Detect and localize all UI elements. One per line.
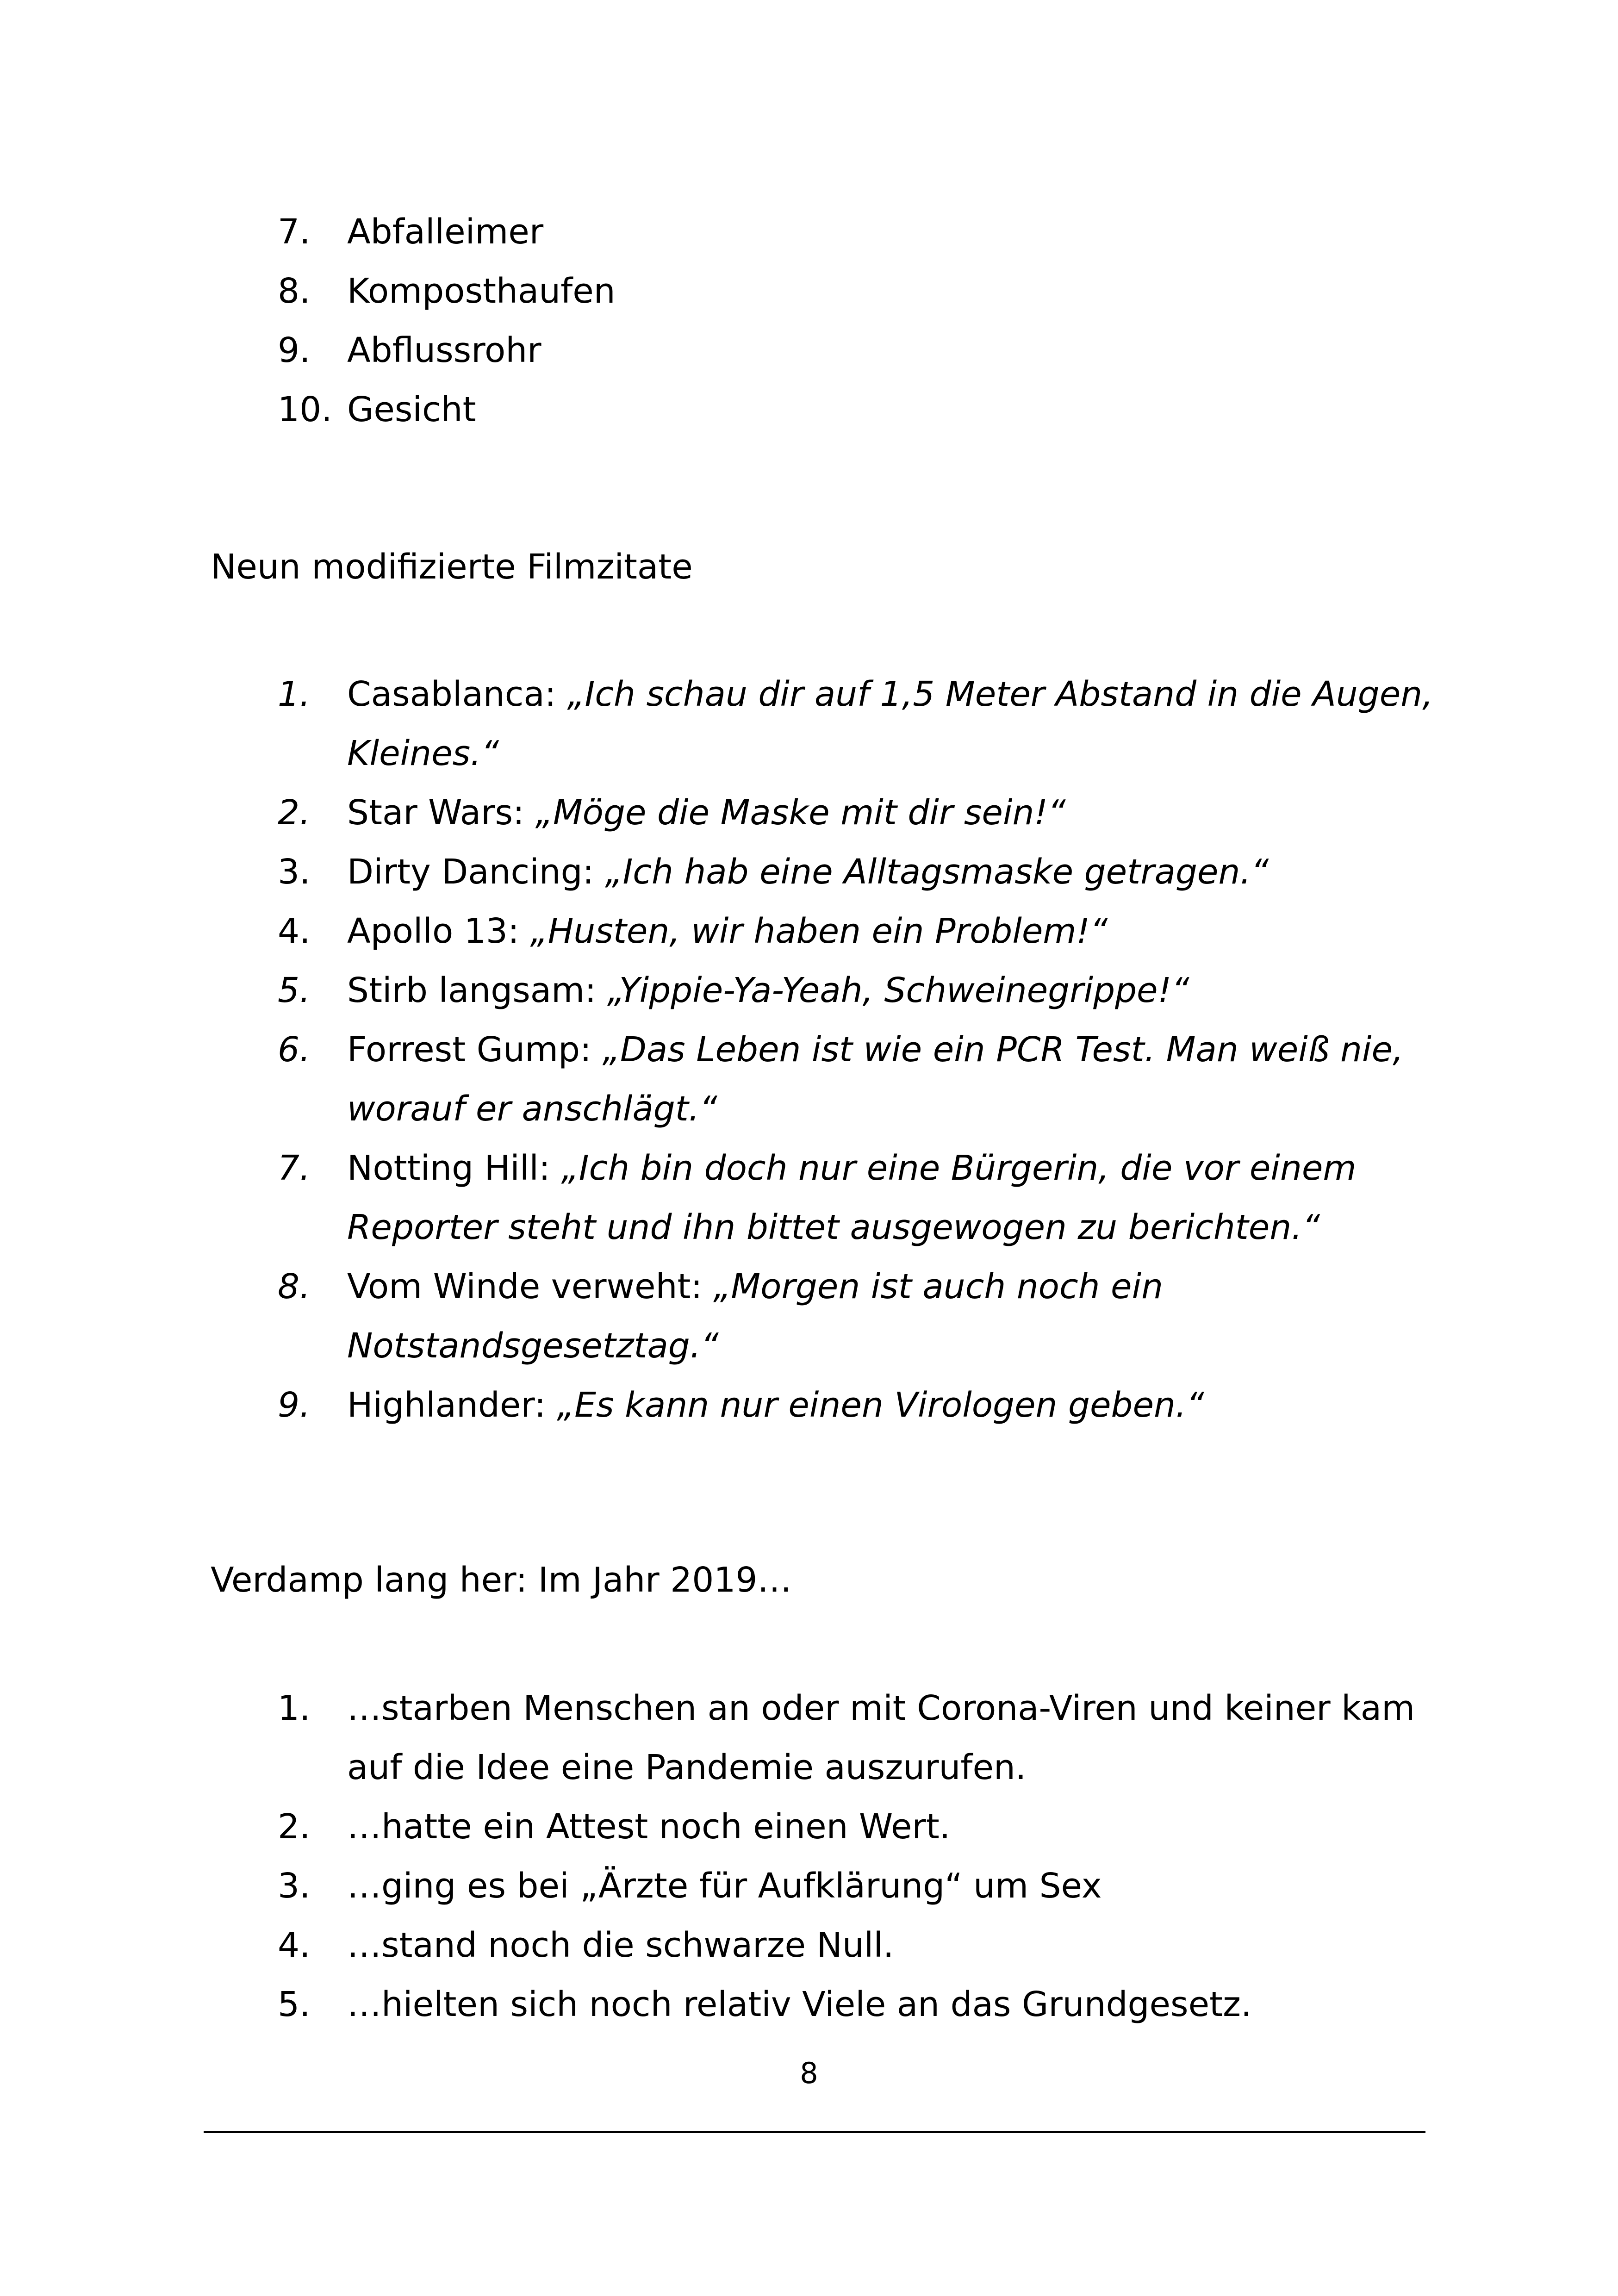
film-quote-item xyxy=(0,1375,1458,1435)
list-item xyxy=(0,1679,1458,1797)
list-item-text xyxy=(347,1020,1458,1139)
film-quote-item xyxy=(0,1139,1458,1257)
list-item-number: 1. xyxy=(278,674,311,714)
list-item xyxy=(0,1856,1458,1916)
list-item-text: Komposthaufen xyxy=(347,271,616,311)
page-number: 8 xyxy=(800,2056,818,2090)
year-2019-heading: Verdamp lang her: Im Jahr 2019… xyxy=(211,1560,792,1600)
list-item-number: 3. xyxy=(278,1866,311,1906)
film-quote: „Das Leben ist wie ein PCR Test. Man weiß nie, worauf er anschlägt.“ xyxy=(347,1030,1404,1129)
list-item-number: 7. xyxy=(278,212,311,252)
list-item-number: 4. xyxy=(278,1925,311,1965)
list-item-number: 2. xyxy=(278,793,311,833)
list-item-number: 4. xyxy=(278,911,311,951)
film-title: Vom Winde verweht: xyxy=(347,1267,713,1307)
list-item xyxy=(0,202,1458,261)
film-quotes-heading: Neun modifizierte Filmzitate xyxy=(211,547,693,587)
list-item xyxy=(0,1975,1458,2034)
film-title: Dirty Dancing: xyxy=(347,852,605,892)
film-title: Forrest Gump: xyxy=(347,1030,603,1070)
film-title: Star Wars: xyxy=(347,793,535,833)
film-title: Notting Hill: xyxy=(347,1148,561,1188)
film-quote: „Ich bin doch nur eine Bürgerin, die vor einem Reporter steht und ihn bittet ausgewogen zu berichten.“ xyxy=(347,1148,1357,1247)
film-quote-item xyxy=(0,1020,1458,1139)
list-item-text: Abflussrohr xyxy=(347,330,541,370)
list-item xyxy=(0,380,1458,439)
list-item-number: 10. xyxy=(278,390,332,429)
list-item-text xyxy=(347,902,1458,961)
film-quote: „Ich schau dir auf 1,5 Meter Abstand in die Augen, Kleines.“ xyxy=(347,674,1433,773)
list-item-text xyxy=(347,961,1458,1020)
list-item-number: 5. xyxy=(278,1985,311,2024)
film-quote: „Ich hab eine Alltagsmaske getragen.“ xyxy=(605,852,1269,892)
list-item-number: 2. xyxy=(278,1807,311,1847)
list-item-text xyxy=(347,1257,1458,1375)
list-item-text xyxy=(347,842,1458,902)
film-quote-item xyxy=(0,902,1458,961)
list-item-number: 1. xyxy=(278,1688,311,1728)
footer-divider xyxy=(204,2131,1425,2133)
film-quote-item xyxy=(0,783,1458,842)
film-title: Casablanca: xyxy=(347,674,567,714)
waste-list xyxy=(0,202,1458,439)
list-item-text: …starben Menschen an oder mit Corona-Viren und keiner kam auf die Idee eine Pandemie auszurufen. xyxy=(347,1688,1415,1787)
film-title: Stirb langsam: xyxy=(347,971,607,1010)
list-item-text xyxy=(347,1375,1458,1435)
film-quote-item xyxy=(0,665,1458,783)
film-quotes-list xyxy=(0,665,1458,1435)
list-item-number: 7. xyxy=(278,1148,311,1188)
list-item-text: …ging es bei „Ärzte für Aufklärung“ um Sex xyxy=(347,1866,1102,1906)
list-item-text: Gesicht xyxy=(347,390,476,429)
film-quote: „Husten, wir haben ein Problem!“ xyxy=(530,911,1108,951)
list-item xyxy=(0,1916,1458,1975)
list-item xyxy=(0,261,1458,321)
list-item-number: 9. xyxy=(278,1385,311,1425)
film-title: Apollo 13: xyxy=(347,911,530,951)
list-item xyxy=(0,1797,1458,1856)
list-item-number: 3. xyxy=(278,852,311,892)
list-item-text xyxy=(347,783,1458,842)
list-item-number: 6. xyxy=(278,1030,311,1070)
list-item-number: 8. xyxy=(278,1267,311,1307)
list-item-text: …stand noch die schwarze Null. xyxy=(347,1925,894,1965)
film-quote: „Möge die Maske mit dir sein!“ xyxy=(535,793,1066,833)
film-quote-item xyxy=(0,1257,1458,1375)
list-item-text xyxy=(347,1139,1458,1257)
list-item xyxy=(0,321,1458,380)
film-quote: „Es kann nur einen Virologen geben.“ xyxy=(556,1385,1204,1425)
list-item-number: 9. xyxy=(278,330,311,370)
list-item-text: …hatte ein Attest noch einen Wert. xyxy=(347,1807,951,1847)
list-item-text: Abfalleimer xyxy=(347,212,544,252)
year-2019-list xyxy=(0,1679,1458,2034)
list-item-text: …hielten sich noch relativ Viele an das Grundgesetz. xyxy=(347,1985,1252,2024)
film-title: Highlander: xyxy=(347,1385,557,1425)
list-item-number: 8. xyxy=(278,271,311,311)
film-quote: „Yippie-Ya-Yeah, Schweinegrippe!“ xyxy=(607,971,1189,1010)
list-item-number: 5. xyxy=(278,971,311,1010)
film-quote: „Morgen ist auch noch ein Notstandsgesetztag.“ xyxy=(347,1267,1164,1366)
list-item-text xyxy=(347,665,1458,783)
film-quote-item xyxy=(0,842,1458,902)
film-quote-item xyxy=(0,961,1458,1020)
